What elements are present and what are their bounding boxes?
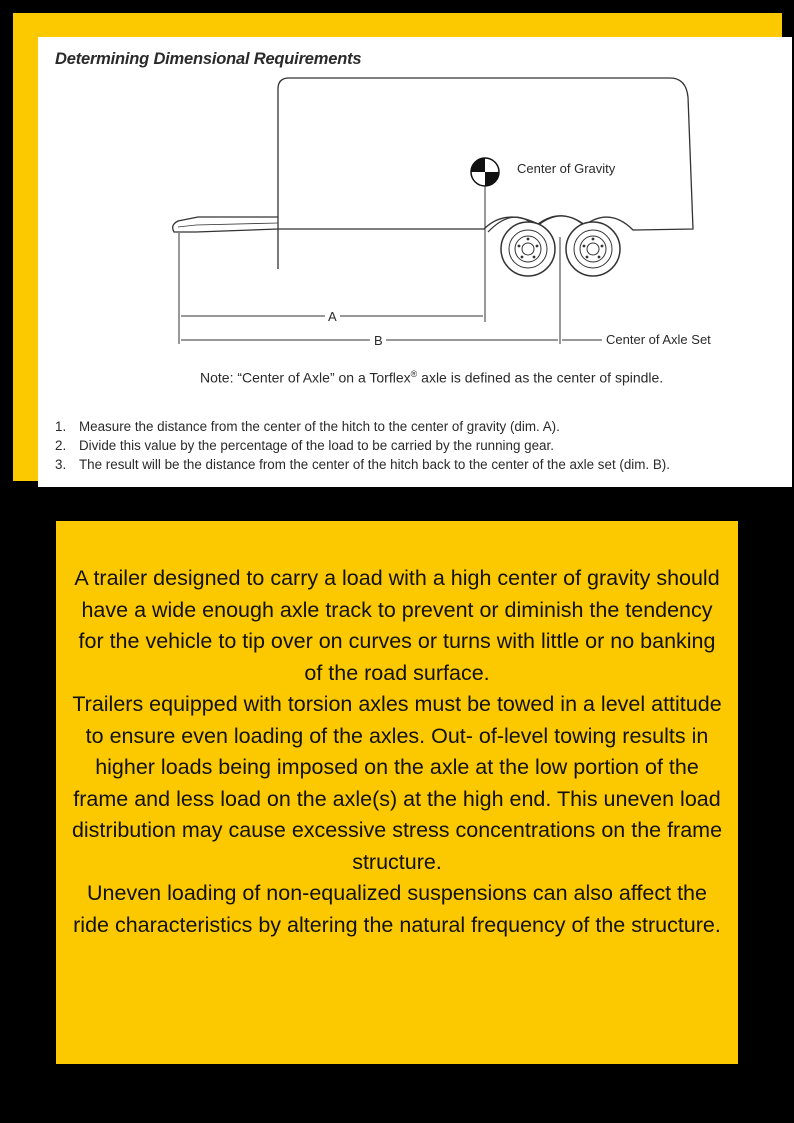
- paragraph-non-equalized: Uneven loading of non-equalized suspensions can also affect the ride characteristics by altering the natural frequency of the structure.: [73, 881, 721, 937]
- figure-frame: [13, 13, 782, 481]
- instruction-list: [55, 417, 670, 474]
- explanation-box: [56, 521, 738, 1064]
- center-of-axle-set-label: Center of Axle Set: [606, 332, 711, 347]
- figure-title: Determining Dimensional Requirements: [55, 50, 362, 68]
- center-of-gravity-label: Center of Gravity: [517, 161, 616, 176]
- front-wheel: [501, 222, 555, 276]
- list-item: 2. Divide this value by the percentage of the load to be carried by the running gear.: [55, 438, 554, 453]
- dimension-a-label: A: [328, 309, 337, 324]
- list-item: 1. Measure the distance from the center of the hitch to the center of gravity (dim. A).: [55, 419, 560, 434]
- paragraph-torsion-axles: Trailers equipped with torsion axles must be towed in a level attitude to ensure even loading of the axles. Out- of-level towing results in higher loads being imposed on the axle at the low portion of the frame and less load on the axle(s) at the high end. This uneven load distribution may cause excessive stress concentrations on the frame structure.: [71, 692, 723, 874]
- axle-note: Note: “Center of Axle” on a Torflex® axle is defined as the center of spindle.: [200, 369, 664, 386]
- list-item: 3. The result will be the distance from the center of the hitch back to the center of the axle set (dim. B).: [55, 457, 670, 472]
- paragraph-center-of-gravity: A trailer designed to carry a load with a high center of gravity should have a wide enough axle track to prevent or diminish the tendency for the vehicle to tip over on curves or turns with little or no banking of the road surface.: [74, 566, 720, 685]
- trailer-diagram: [38, 37, 792, 367]
- center-of-gravity-icon: [471, 158, 499, 186]
- rear-wheel: [566, 222, 620, 276]
- explanation-text: [56, 521, 738, 941]
- figure-panel: [38, 37, 792, 487]
- dimension-b-label: B: [374, 333, 383, 348]
